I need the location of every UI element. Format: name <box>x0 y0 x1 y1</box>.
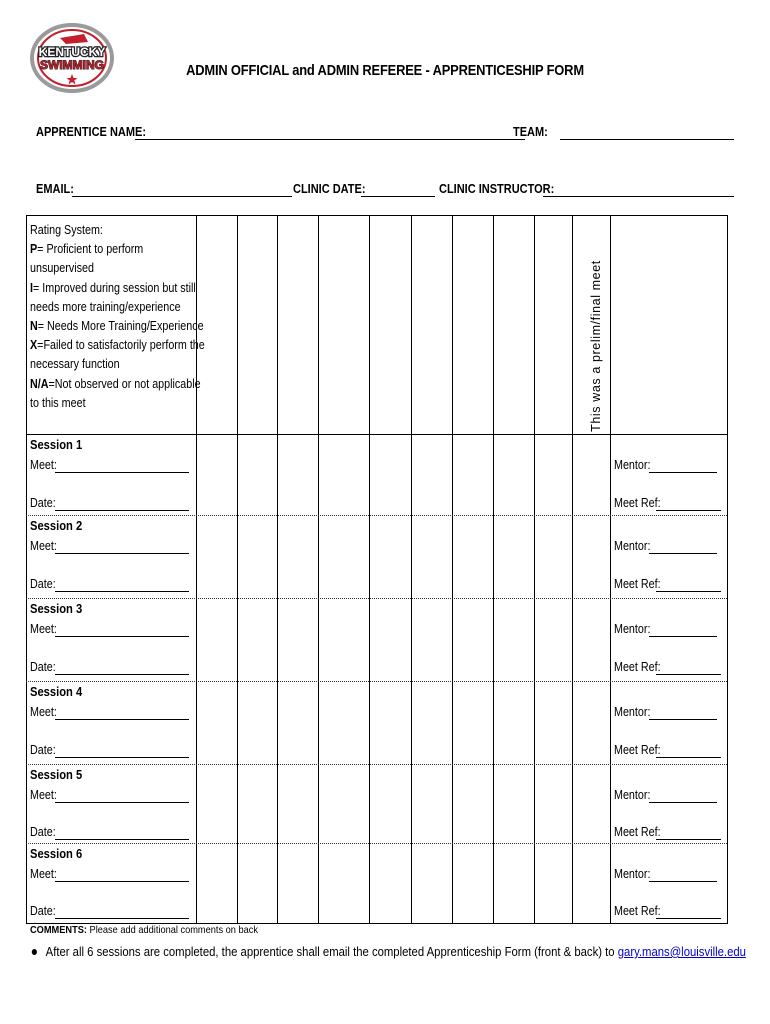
mentor-field[interactable] <box>649 719 717 720</box>
rating-line: necessary function <box>30 357 120 372</box>
column-divider <box>237 215 238 923</box>
session-title: Session 1 <box>30 437 83 452</box>
date-label: Date: <box>30 743 56 757</box>
mentor-field[interactable] <box>649 472 717 473</box>
rating-line: N/A=Not observed or not applicable <box>30 376 201 391</box>
rating-line: X=Failed to satisfactorily perform the <box>30 338 205 353</box>
comments-text: Please add additional comments on back <box>86 924 259 936</box>
meet-field[interactable] <box>55 881 189 882</box>
footer-text: After all 6 sessions are completed, the apprentice shall email the completed Apprenticeship Form (front & back) to <box>45 944 618 959</box>
meet-field[interactable] <box>55 636 189 637</box>
column-divider <box>196 215 197 923</box>
email-field[interactable] <box>72 196 292 197</box>
mentor-field[interactable] <box>649 802 717 803</box>
meet-label: Meet: <box>30 622 57 636</box>
meet-field[interactable] <box>55 472 189 473</box>
kentucky-swimming-logo <box>30 22 114 94</box>
column-divider <box>610 215 611 923</box>
rating-heading: Rating System: <box>30 223 103 237</box>
rating-line: N= Needs More Training/Experience <box>30 319 204 334</box>
meet-ref-field[interactable] <box>656 839 721 840</box>
comments-label: COMMENTS: <box>30 924 87 936</box>
column-divider <box>277 215 278 923</box>
session-title: Session 6 <box>30 846 83 861</box>
session-divider <box>26 598 727 599</box>
column-divider <box>493 215 494 923</box>
session-divider <box>26 681 727 682</box>
session-title: Session 4 <box>30 684 83 699</box>
clinic-instructor-label: CLINIC INSTRUCTOR: <box>439 182 555 196</box>
column-divider <box>318 215 319 923</box>
column-divider <box>369 215 370 923</box>
session-divider <box>26 515 727 516</box>
meet-field[interactable] <box>55 802 189 803</box>
bullet-icon <box>32 949 37 955</box>
mentor-label: Mentor: <box>614 788 651 802</box>
mentor-field[interactable] <box>649 881 717 882</box>
rating-line: P= Proficient to perform <box>30 242 144 257</box>
apprentice-name-field[interactable] <box>135 139 525 140</box>
session-divider <box>26 764 727 765</box>
date-field[interactable] <box>55 918 189 919</box>
meet-label: Meet: <box>30 458 57 472</box>
meet-label: Meet: <box>30 867 57 881</box>
email-link[interactable]: gary.mans@louisville.edu <box>617 944 746 959</box>
date-field[interactable] <box>55 510 189 511</box>
column-divider <box>411 215 412 923</box>
mentor-label: Mentor: <box>614 458 651 472</box>
prelim-final-column-header <box>572 251 620 441</box>
date-label: Date: <box>30 904 56 918</box>
session-title: Session 3 <box>30 601 83 616</box>
date-label: Date: <box>30 660 56 674</box>
svg-text:KENTUCKY: KENTUCKY <box>38 45 106 59</box>
svg-text:SWIMMING: SWIMMING <box>40 58 104 72</box>
date-field[interactable] <box>55 674 189 675</box>
meet-field[interactable] <box>55 719 189 720</box>
meet-ref-field[interactable] <box>656 591 721 592</box>
comments-note <box>30 924 258 936</box>
header-row-divider <box>26 434 727 435</box>
meet-label: Meet: <box>30 539 57 553</box>
date-label: Date: <box>30 577 56 591</box>
rating-line: I= Improved during session but still <box>30 280 196 295</box>
meet-label: Meet: <box>30 705 57 719</box>
session-divider <box>26 843 727 844</box>
email-label: EMAIL: <box>36 182 74 196</box>
mentor-label: Mentor: <box>614 867 651 881</box>
meet-ref-label: Meet Ref: <box>614 577 661 591</box>
prelim-final-header-text: This was a prelim/final meet <box>589 260 603 432</box>
clinic-date-field[interactable] <box>361 196 435 197</box>
team-label: TEAM: <box>513 125 548 139</box>
meet-ref-label: Meet Ref: <box>614 904 661 918</box>
session-title: Session 2 <box>30 518 83 533</box>
meet-ref-field[interactable] <box>656 757 721 758</box>
mentor-field[interactable] <box>649 553 717 554</box>
evaluation-grid <box>26 215 727 923</box>
apprentice-name-label: APPRENTICE NAME: <box>36 125 147 139</box>
meet-ref-label: Meet Ref: <box>614 825 661 839</box>
rating-line: needs more training/experience <box>30 299 181 314</box>
mentor-label: Mentor: <box>614 539 651 553</box>
meet-ref-field[interactable] <box>656 918 721 919</box>
team-field[interactable] <box>560 139 734 140</box>
meet-ref-field[interactable] <box>656 674 721 675</box>
clinic-date-label: CLINIC DATE: <box>293 182 366 196</box>
date-label: Date: <box>30 825 56 839</box>
rating-line: unsupervised <box>30 261 94 276</box>
rating-line: to this meet <box>30 395 86 410</box>
column-divider <box>534 215 535 923</box>
date-field[interactable] <box>55 839 189 840</box>
meet-ref-label: Meet Ref: <box>614 660 661 674</box>
session-title: Session 5 <box>30 767 83 782</box>
date-field[interactable] <box>55 757 189 758</box>
column-divider <box>572 215 573 923</box>
meet-field[interactable] <box>55 553 189 554</box>
meet-ref-label: Meet Ref: <box>614 496 661 510</box>
date-field[interactable] <box>55 591 189 592</box>
date-label: Date: <box>30 496 56 510</box>
meet-ref-label: Meet Ref: <box>614 743 661 757</box>
meet-ref-field[interactable] <box>656 510 721 511</box>
footer-instruction <box>30 944 746 959</box>
mentor-field[interactable] <box>649 636 717 637</box>
clinic-instructor-field[interactable] <box>543 196 734 197</box>
meet-label: Meet: <box>30 788 57 802</box>
rating-system-legend <box>30 221 205 413</box>
form-title: ADMIN OFFICIAL and ADMIN REFEREE - APPRENTICESHIP FORM <box>186 62 584 79</box>
column-divider <box>452 215 453 923</box>
mentor-label: Mentor: <box>614 705 651 719</box>
mentor-label: Mentor: <box>614 622 651 636</box>
